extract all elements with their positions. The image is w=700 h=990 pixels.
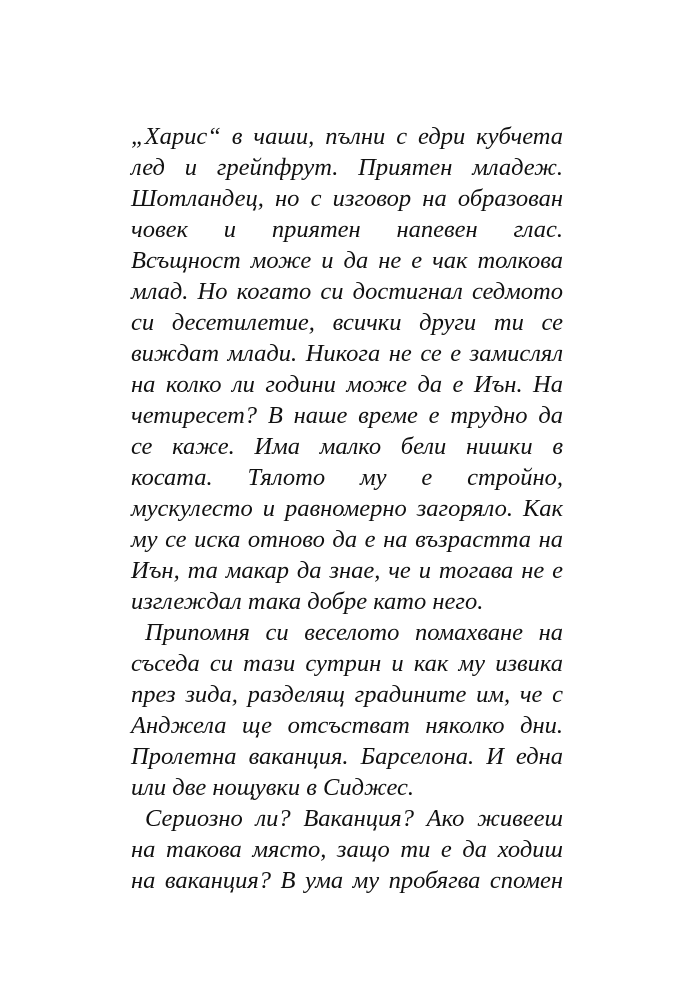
text-line: през зида, разделящ градините им, че с <box>131 681 563 708</box>
text-line: съседа си тази сутрин и как му извика <box>131 650 563 677</box>
text-line: Всъщност може и да не е чак толкова <box>131 247 563 274</box>
text-line: си десетилетие, всички други ти се <box>131 309 563 336</box>
text-line: на колко ли години може да е Иън. На <box>131 371 563 398</box>
text-line: се каже. Има малко бели нишки в <box>131 433 563 460</box>
paragraph-2 <box>131 617 563 803</box>
text-line: четиресет? В наше време е трудно да <box>131 402 563 429</box>
text-line: мускулесто и равномерно загоряло. Как <box>131 495 563 522</box>
text-line: човек и приятен напевен глас. <box>131 216 563 243</box>
text-line: Сериозно ли? Ваканция? Ако живееш <box>145 805 563 832</box>
text-line: Пролетна ваканция. Барселона. И една <box>131 743 563 770</box>
text-line: млад. Но когато си достигнал седмото <box>131 278 563 305</box>
text-line: или две нощувки в Сиджес. <box>131 774 415 801</box>
text-line: виждат млади. Никога не се е замислял <box>131 340 563 367</box>
text-line: му се иска отново да е на възрастта на <box>131 526 563 553</box>
text-line: „Харис“ в чаши, пълни с едри кубчета <box>131 123 563 150</box>
text-line: Иън, та макар да знае, че и тогава не е <box>131 557 563 584</box>
text-line: на ваканция? В ума му пробягва спомен <box>131 867 563 894</box>
text-line: лед и грейпфрут. Приятен младеж. <box>131 154 563 181</box>
paragraph-3 <box>131 803 563 896</box>
text-line: на такова място, защо ти е да ходиш <box>131 836 563 863</box>
paragraph-1 <box>131 121 563 617</box>
text-line: Шотландец, но с изговор на образован <box>131 185 563 212</box>
page-text <box>131 121 563 896</box>
text-line: изглеждал така добре като него. <box>131 588 484 615</box>
text-line: косата. Тялото му е стройно, <box>131 464 563 491</box>
text-line: Анджела ще отсъстват няколко дни. <box>131 712 563 739</box>
text-line: Припомня си веселото помахване на <box>145 619 563 646</box>
